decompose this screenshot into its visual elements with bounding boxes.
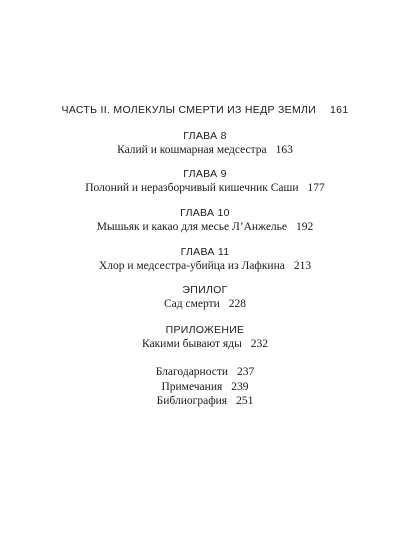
part-title: ЧАСТЬ II. МОЛЕКУЛЫ СМЕРТИ ИЗ НЕДР ЗЕМЛИ bbox=[61, 104, 317, 116]
acknowledgements-entry bbox=[0, 366, 410, 378]
toc-part-line bbox=[0, 104, 410, 116]
chapter-10-entry bbox=[0, 221, 410, 233]
chapter-11-page-number: 213 bbox=[293, 260, 312, 272]
chapter-8-page-number: 163 bbox=[275, 144, 293, 156]
chapter-10-title: Мышьяк и какао для месье Л’Анжелье bbox=[96, 221, 288, 233]
chapter-10-page-number: 192 bbox=[296, 221, 314, 233]
chapter-8-entry bbox=[0, 144, 410, 156]
chapter-9-title: Полоний и неразборчивый кишечник Саши bbox=[85, 182, 299, 194]
chapter-9-heading: ГЛАВА 9 bbox=[183, 168, 227, 180]
epilogue-page-number: 228 bbox=[228, 298, 246, 310]
epilogue-title: Сад смерти bbox=[163, 298, 220, 310]
chapter-11-entry bbox=[0, 260, 410, 272]
chapter-10-heading: ГЛАВА 10 bbox=[180, 207, 230, 219]
bibliography-page-number: 251 bbox=[236, 395, 254, 407]
appendix-heading: ПРИЛОЖЕНИЕ bbox=[165, 324, 245, 336]
notes-page-number: 239 bbox=[231, 381, 249, 393]
appendix-page-number: 232 bbox=[250, 338, 269, 350]
acknowledgements-page-number: 237 bbox=[237, 366, 255, 378]
chapter-11-heading: ГЛАВА 11 bbox=[180, 246, 230, 258]
chapter-8-heading: ГЛАВА 8 bbox=[183, 130, 227, 142]
notes-entry bbox=[0, 381, 410, 393]
acknowledgements-title: Благодарности bbox=[155, 366, 229, 378]
chapter-9-page-number: 177 bbox=[307, 182, 325, 194]
part-page-number: 161 bbox=[330, 104, 349, 116]
chapter-8-title: Калий и кошмарная медсестра bbox=[117, 144, 267, 156]
notes-title: Примечания bbox=[161, 381, 223, 393]
appendix-entry bbox=[0, 338, 410, 350]
epilogue-entry bbox=[0, 298, 410, 310]
bibliography-entry bbox=[0, 395, 410, 407]
chapter-9-entry bbox=[0, 182, 410, 194]
epilogue-heading: ЭПИЛОГ bbox=[182, 284, 228, 296]
appendix-title: Какими бывают яды bbox=[141, 338, 242, 350]
bibliography-title: Библиография bbox=[156, 395, 228, 407]
chapter-11-title: Хлор и медсестра-убийца из Лафкина bbox=[98, 260, 285, 272]
